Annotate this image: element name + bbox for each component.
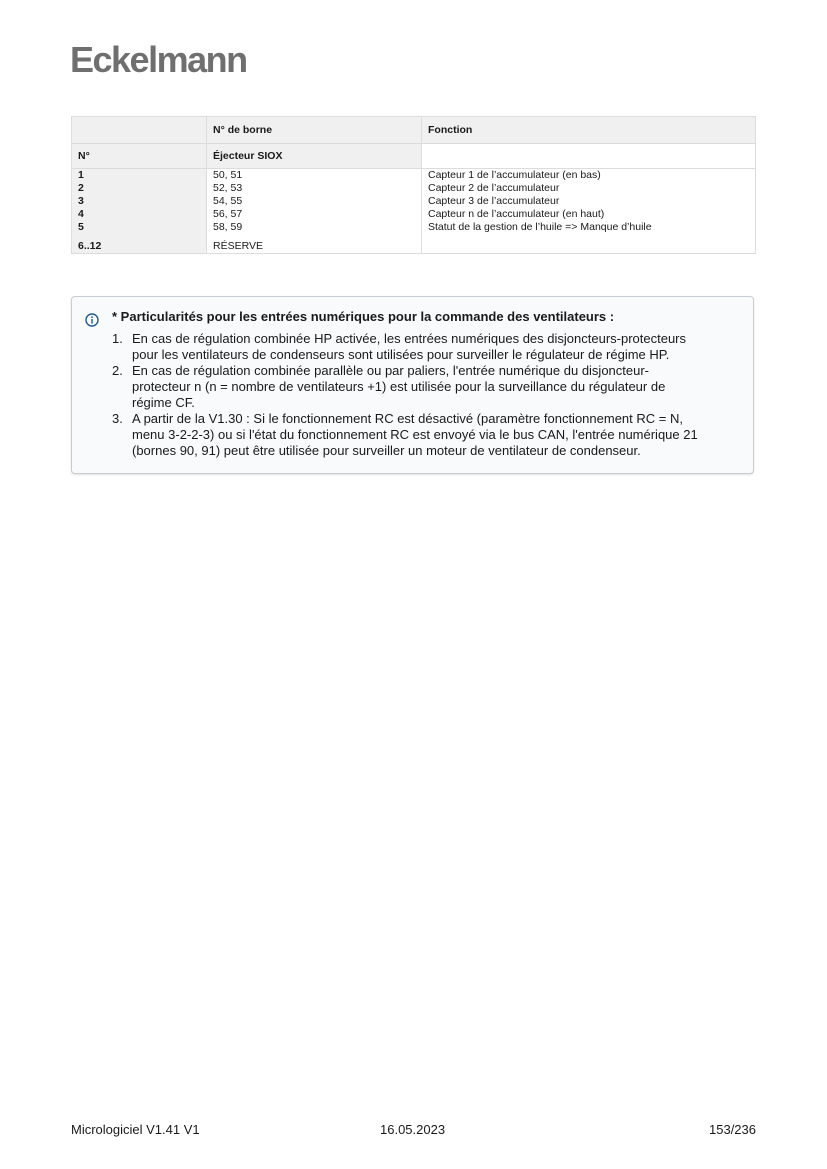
footer-date: 16.05.2023 xyxy=(380,1122,446,1137)
list-item-number: 1. xyxy=(112,331,123,346)
table-subheader-cell: N° xyxy=(72,144,207,169)
table-cell: 50, 51 xyxy=(213,169,243,181)
table-header-cell xyxy=(72,117,207,144)
table-cell: 56, 57 xyxy=(213,208,243,220)
table-subheader-row xyxy=(72,144,756,169)
list-item-number: 3. xyxy=(112,411,123,426)
table-header-cell: N° de borne xyxy=(207,117,422,144)
list-item-line: A partir de la V1.30 : Si le fonctionnement RC est désactivé (paramètre fonctionnement RC = N, xyxy=(132,411,683,426)
table-cell: 54, 55 xyxy=(213,195,243,207)
table-cell: Capteur n de l’accumulateur (en haut) xyxy=(428,208,605,220)
table-cell: Capteur 3 de l’accumulateur xyxy=(428,195,560,207)
footer-page-number: 153/236 xyxy=(709,1122,756,1137)
list-item-line: pour les ventilateurs de condenseurs sont utilisées pour surveiller le régulateur de régime HP. xyxy=(132,347,670,362)
info-circle-icon xyxy=(85,313,99,327)
table-header-row xyxy=(72,117,756,144)
eckelmann-logo: Eckelmann xyxy=(70,39,247,80)
list-item-line: menu 3-2-2-3) ou si l'état du fonctionnement RC est envoyé via le bus CAN, l'entrée numérique 21 xyxy=(132,427,698,442)
table-cell: 3 xyxy=(78,195,84,207)
list-item-line: régime CF. xyxy=(132,395,195,410)
info-panel-title: * Particularités pour les entrées numériques pour la commande des ventilateurs : xyxy=(112,309,615,324)
table-subheader-cell: Éjecteur SIOX xyxy=(207,144,422,169)
table-cell: Capteur 1 de l’accumulateur (en bas) xyxy=(428,169,601,181)
list-item xyxy=(112,411,742,459)
table-cell: Capteur 2 de l’accumulateur xyxy=(428,182,560,194)
table-cell: 2 xyxy=(78,182,84,194)
table-subheader-cell xyxy=(422,144,756,169)
pin-assignment-table xyxy=(71,116,756,254)
table-header-cell: Fonction xyxy=(422,117,756,144)
list-item-line: protecteur n (n = nombre de ventilateurs +1) est utilisée pour la surveillance du régulateur de xyxy=(132,379,666,394)
list-item xyxy=(112,363,742,411)
table-row xyxy=(72,169,756,254)
table-cell-number-column xyxy=(72,169,207,254)
list-item xyxy=(112,331,742,363)
table-cell: 58, 59 xyxy=(213,221,243,233)
table-cell: Statut de la gestion de l’huile => Manque d’huile xyxy=(428,221,652,233)
table-cell xyxy=(428,240,749,253)
table-cell-pins-column xyxy=(207,169,422,254)
table-cell: 52, 53 xyxy=(213,182,243,194)
list-item-line: En cas de régulation combinée HP activée, les entrées numériques des disjoncteurs-protecteurs xyxy=(132,331,687,346)
list-item-line: En cas de régulation combinée parallèle ou par paliers, l'entrée numérique du disjoncteur- xyxy=(132,363,650,378)
list-item-line: (bornes 90, 91) peut être utilisée pour surveiller un moteur de ventilateur de condenseur. xyxy=(132,443,641,458)
info-panel xyxy=(71,296,754,474)
table-cell: 6..12 xyxy=(78,240,102,252)
list-item-number: 2. xyxy=(112,363,123,378)
table-cell: 1 xyxy=(78,169,84,181)
table-cell: 4 xyxy=(78,208,84,220)
table-cell: 5 xyxy=(78,221,84,233)
footer-firmware-version: Micrologiciel V1.41 V1 xyxy=(71,1122,200,1137)
table-cell-function-column xyxy=(422,169,756,254)
info-list xyxy=(112,331,742,459)
table-cell: RÉSERVE xyxy=(213,240,263,252)
